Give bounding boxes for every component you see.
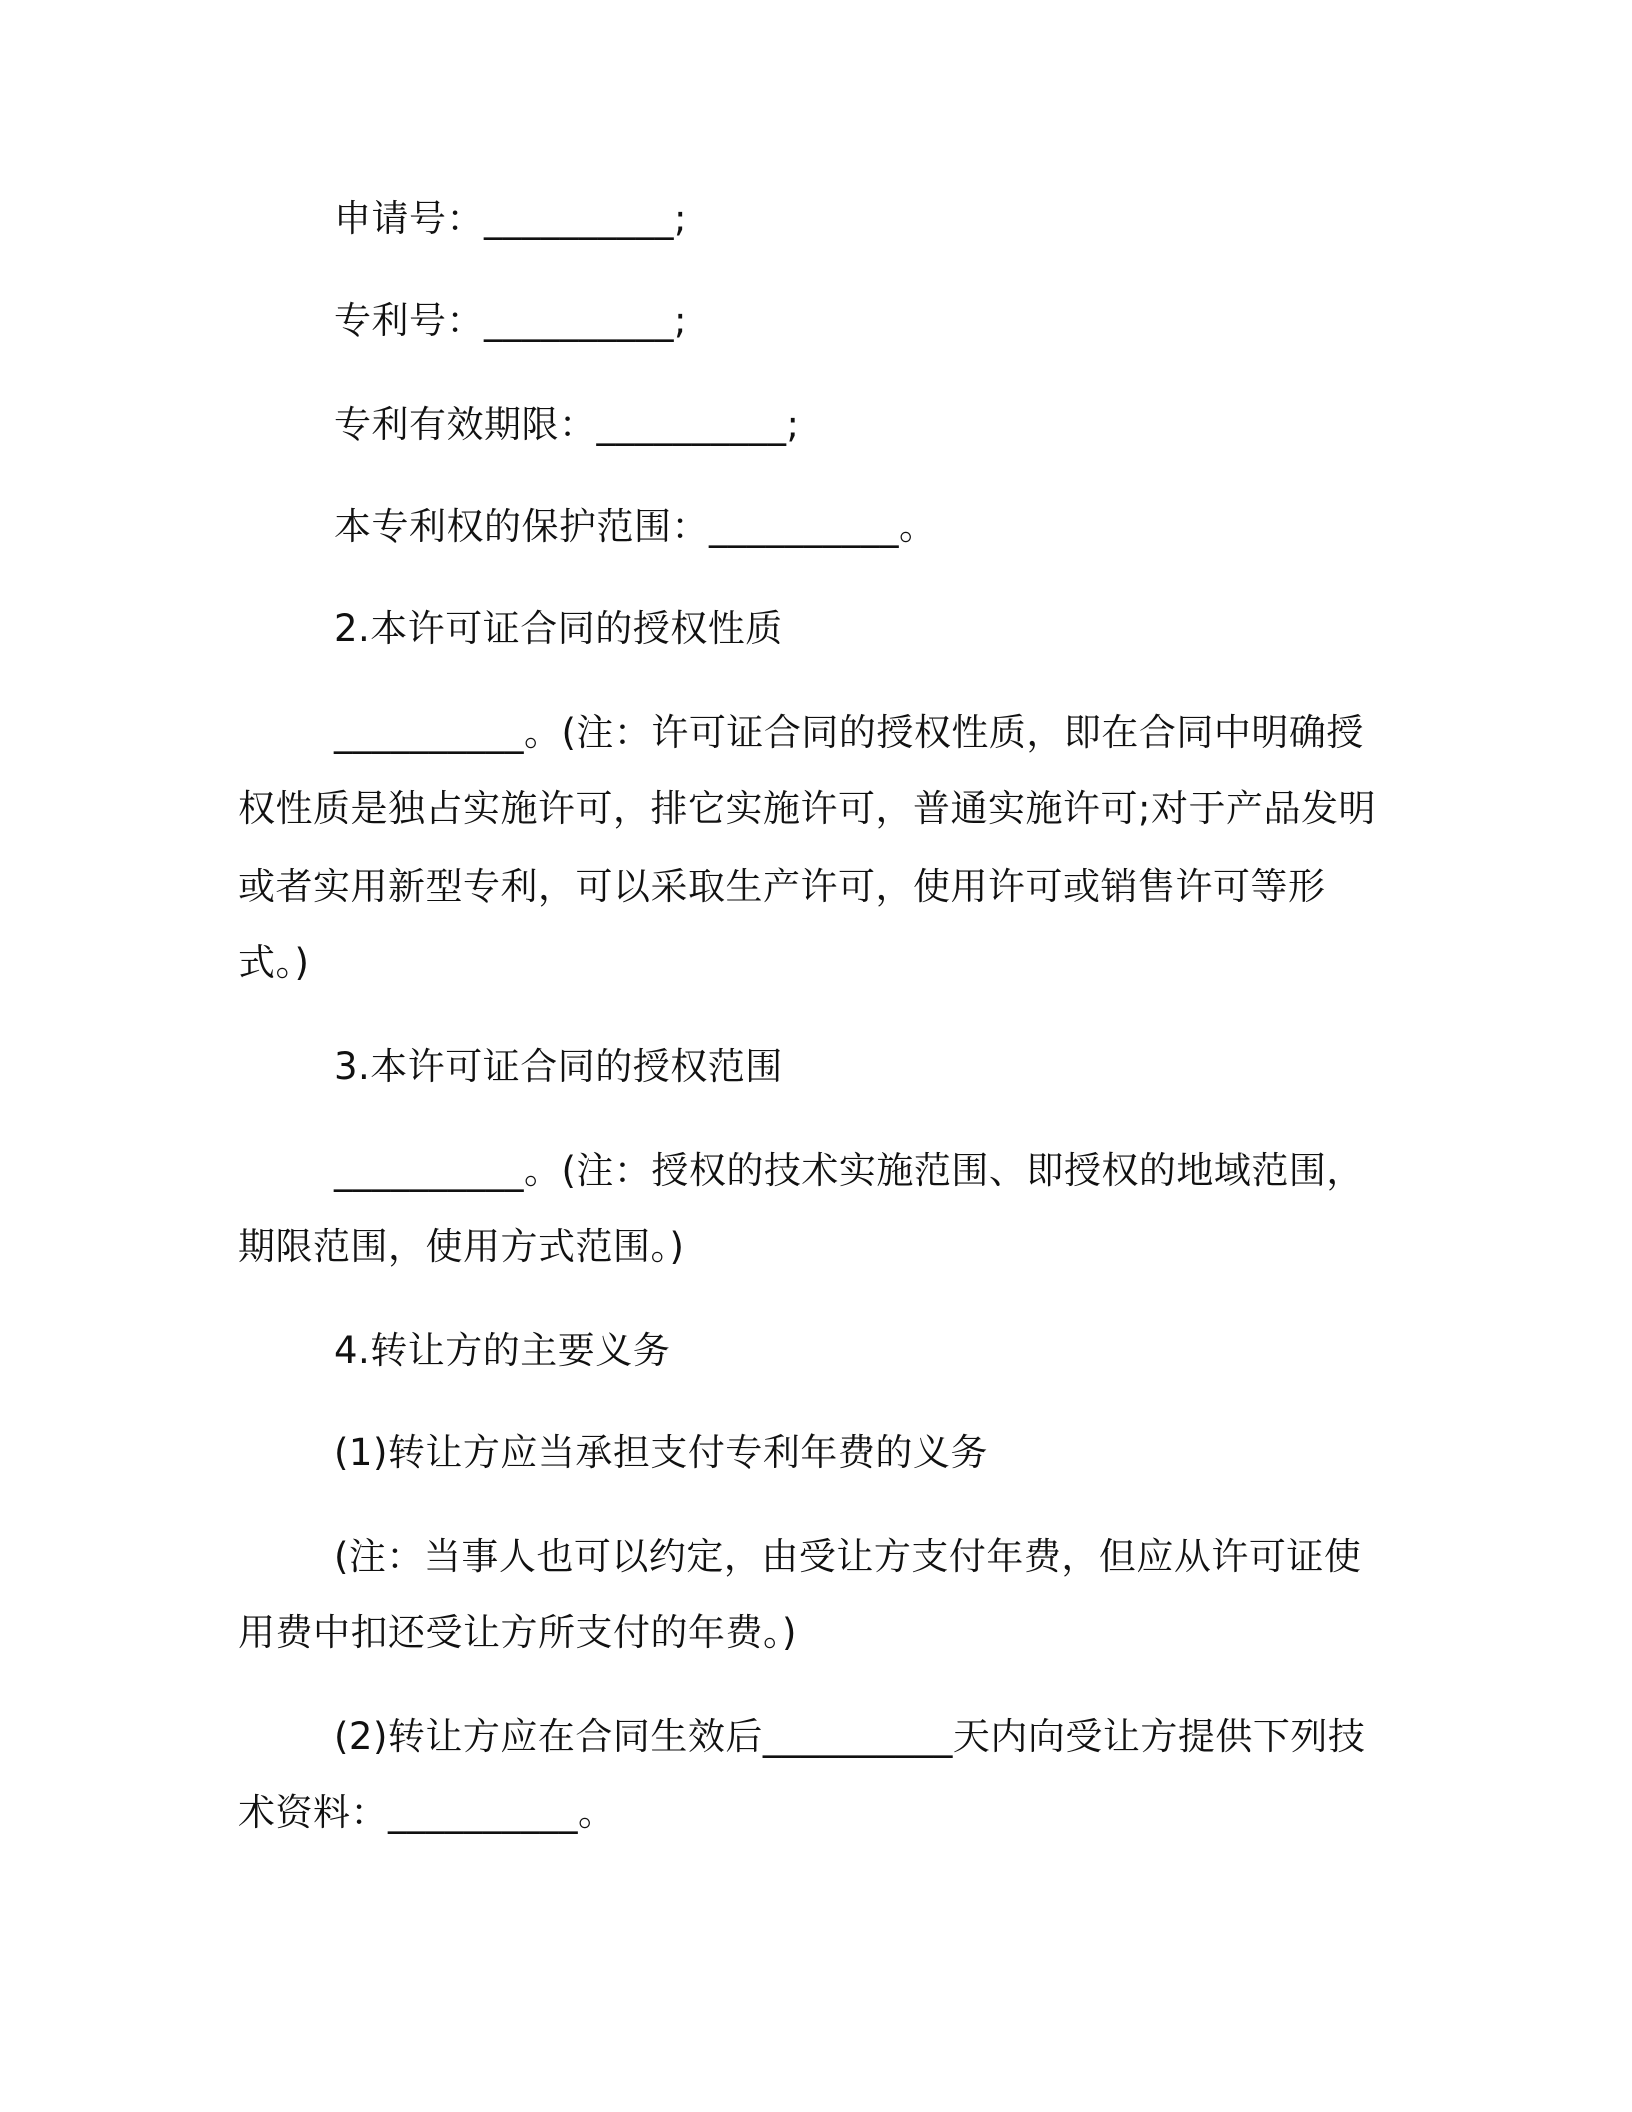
obligation-1-note-line-2: 用费中扣还受让方所支付的年费。): [238, 1611, 797, 1654]
patent-validity-line: 专利有效期限：__________;: [334, 403, 800, 446]
section-2-note-line-1: __________。(注：许可证合同的授权性质，即在合同中明确授: [334, 711, 1364, 754]
obligation-1-line: (1)转让方应当承担支付专利年费的义务: [334, 1431, 988, 1474]
section-2-note-line-4: 式。): [238, 941, 310, 984]
section-3-note-line-1: __________。(注：授权的技术实施范围、即授权的地域范围，: [334, 1149, 1364, 1192]
section-4-heading: 4.转让方的主要义务: [334, 1329, 671, 1372]
protection-scope-line: 本专利权的保护范围：__________。: [334, 505, 937, 548]
obligation-2-line-1: (2)转让方应在合同生效后__________天内向受让方提供下列技: [334, 1715, 1366, 1758]
section-2-heading: 2.本许可证合同的授权性质: [334, 607, 783, 650]
section-3-heading: 3.本许可证合同的授权范围: [334, 1045, 783, 1088]
patent-number-line: 专利号：__________;: [334, 299, 687, 342]
section-2-note-line-2: 权性质是独占实施许可，排它实施许可，普通实施许可;对于产品发明: [238, 787, 1376, 830]
application-number-line: 申请号：__________;: [334, 197, 687, 240]
section-2-note-line-3: 或者实用新型专利，可以采取生产许可，使用许可或销售许可等形: [238, 865, 1326, 908]
obligation-2-line-2: 术资料：__________。: [238, 1791, 616, 1834]
section-3-note-line-2: 期限范围，使用方式范围。): [238, 1225, 685, 1268]
obligation-1-note-line-1: (注：当事人也可以约定，由受让方支付年费，但应从许可证使: [334, 1535, 1362, 1578]
